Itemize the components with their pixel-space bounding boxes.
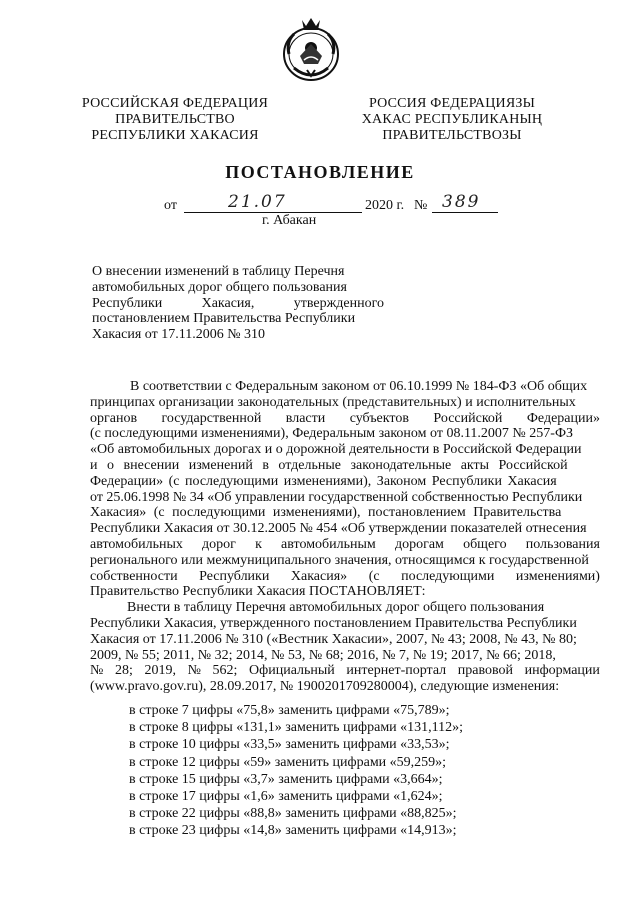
subject-line: Хакасия от 17.11.2006 № 310 — [92, 327, 266, 343]
header-left-line: ПРАВИТЕЛЬСТВО — [115, 112, 235, 127]
body-word: государственной — [161, 410, 262, 426]
subject-word: Республики — [92, 295, 163, 311]
body-word: Российской — [433, 410, 503, 426]
body-line: Федерации» (с последующими изменениями), Законом Республики Хакасия — [90, 473, 557, 489]
body-line: и о внесении изменений в отдельные законодательные акты Российской — [90, 457, 568, 473]
subject-line: О внесении изменений в таблицу Перечня — [92, 264, 345, 279]
header-right-line: ПРАВИТЕЛЬСТВОЗЫ — [382, 128, 522, 143]
body-line — [90, 411, 600, 427]
body-line: принципах организации законодательных (представительных) и исполнительных — [90, 394, 576, 410]
body-line: 2009, № 55; 2011, № 32; 2014, № 53, № 68; 2016, № 7, № 19; 2017, № 66; 2018, — [90, 647, 556, 663]
body-line — [90, 663, 600, 679]
body-line: от 25.06.1998 № 34 «Об управлении государственной собственностью Республики — [90, 489, 583, 505]
change-item: в строке 22 цифры «88,8» заменить цифрами «88,825»; — [129, 806, 457, 822]
body-word: собственности — [90, 568, 178, 584]
body-word: информации — [524, 663, 600, 679]
body-word: дорогам — [394, 536, 444, 552]
body-line: (с последующими изменениями), Федеральным законом от 08.11.2007 № 257-ФЗ — [90, 426, 574, 442]
body-word: Хакасия» — [290, 568, 348, 584]
header-left-line: РЕСПУБЛИКИ ХАКАСИЯ — [91, 128, 259, 143]
changes-list — [129, 702, 463, 840]
document-title: ПОСТАНОВЛЕНИЕ — [225, 162, 415, 182]
body-word: дорог — [202, 536, 236, 552]
change-item: в строке 8 цифры «131,1» заменить цифрами «131,112»; — [129, 720, 464, 736]
body-line: Республики Хакасия, утвержденного постановлением Правительства Республики — [90, 615, 577, 631]
body-word: автомобильным — [281, 536, 376, 552]
body-line: регионального или межмуниципального значения, относящимся к государственной — [90, 552, 589, 568]
body-word: субъектов — [349, 410, 409, 426]
body-line: Хакасия» (с последующими изменениями), постановлением Правительства — [90, 505, 562, 521]
change-item: в строке 12 цифры «59» заменить цифрами «59,259»; — [129, 754, 447, 770]
subject-word: утвержденного — [293, 295, 384, 311]
header-right — [332, 96, 572, 144]
body-word: общего — [463, 536, 507, 552]
body-word: (с — [368, 568, 380, 584]
body-word: органов — [90, 410, 138, 426]
from-label: от — [164, 198, 177, 213]
year-label: 2020 г. — [365, 198, 405, 213]
body-word: Официальный — [249, 663, 335, 679]
number-sign: № — [414, 198, 428, 213]
body-word: автомобильных — [90, 536, 183, 552]
body-line: Хакасия от 17.11.2006 № 310 («Вестник Хакасии», 2007, № 43; 2008, № 43, № 80; — [90, 631, 577, 647]
body-word: 28; — [114, 663, 133, 679]
body-word: последующими — [401, 568, 495, 584]
date-handwritten: 21.07 — [228, 192, 287, 212]
header-left-line: РОССИЙСКАЯ ФЕДЕРАЦИЯ — [81, 96, 269, 111]
number-handwritten: 389 — [442, 192, 481, 212]
subject-line: постановлением Правительства Республики — [92, 311, 356, 327]
change-item: в строке 15 цифры «3,7» заменить цифрами «3,664»; — [129, 771, 443, 787]
subject-word: Хакасия, — [201, 295, 255, 311]
body-word: власти — [285, 410, 326, 426]
header-left — [55, 96, 295, 144]
coat-of-arms-icon — [280, 14, 342, 84]
body-line: Правительство Республики Хакасия ПОСТАНОВЛЯЕТ: — [90, 584, 426, 600]
body-line: Внести в таблицу Перечня автомобильных дорог общего пользования — [127, 600, 545, 616]
document-subject — [92, 264, 384, 343]
body-word: правовой — [457, 663, 513, 679]
change-item: в строке 17 цифры «1,6» заменить цифрами «1,624»; — [129, 789, 443, 805]
city-label: г. Абакан — [262, 213, 317, 228]
body-line: (www.pravo.gov.ru), 28.09.2017, № 1900201709280004), следующие изменения: — [90, 679, 560, 695]
body-word: изменениями) — [515, 568, 600, 584]
body-word: 2019, — [144, 663, 176, 679]
change-item: в строке 23 цифры «14,8» заменить цифрами «14,913»; — [129, 823, 457, 839]
document-body — [90, 379, 600, 695]
subject-line — [92, 296, 384, 312]
body-line — [90, 537, 600, 553]
header-right-line: ХАКАС РЕСПУБЛИКАНЫҢ — [361, 112, 543, 127]
change-item: в строке 10 цифры «33,5» заменить цифрами «33,53»; — [129, 737, 450, 753]
body-word: № — [90, 663, 104, 679]
body-line — [90, 569, 600, 585]
body-word: Федерации» — [526, 410, 600, 426]
date-line — [0, 192, 640, 216]
body-word: 562; — [212, 663, 238, 679]
body-word: к — [255, 536, 262, 552]
body-line: «Об автомобильных дорогах и о дорожной деятельности в Российской Федерации — [90, 442, 582, 458]
body-word: № — [187, 663, 201, 679]
body-word: пользования — [525, 536, 600, 552]
body-line: Республики Хакасия от 30.12.2005 № 454 «Об утверждении показателей отнесения — [90, 521, 587, 537]
body-line: В соответствии с Федеральным законом от 06.10.1999 № 184-ФЗ «Об общих — [130, 379, 588, 394]
header-right-line: РОССИЯ ФЕДЕРАЦИЯЗЫ — [368, 96, 536, 111]
body-word: интернет-портал — [346, 663, 447, 679]
change-item: в строке 7 цифры «75,8» заменить цифрами «75,789»; — [129, 703, 450, 718]
body-word: Республики — [199, 568, 270, 584]
subject-line: автомобильных дорог общего пользования — [92, 279, 347, 295]
